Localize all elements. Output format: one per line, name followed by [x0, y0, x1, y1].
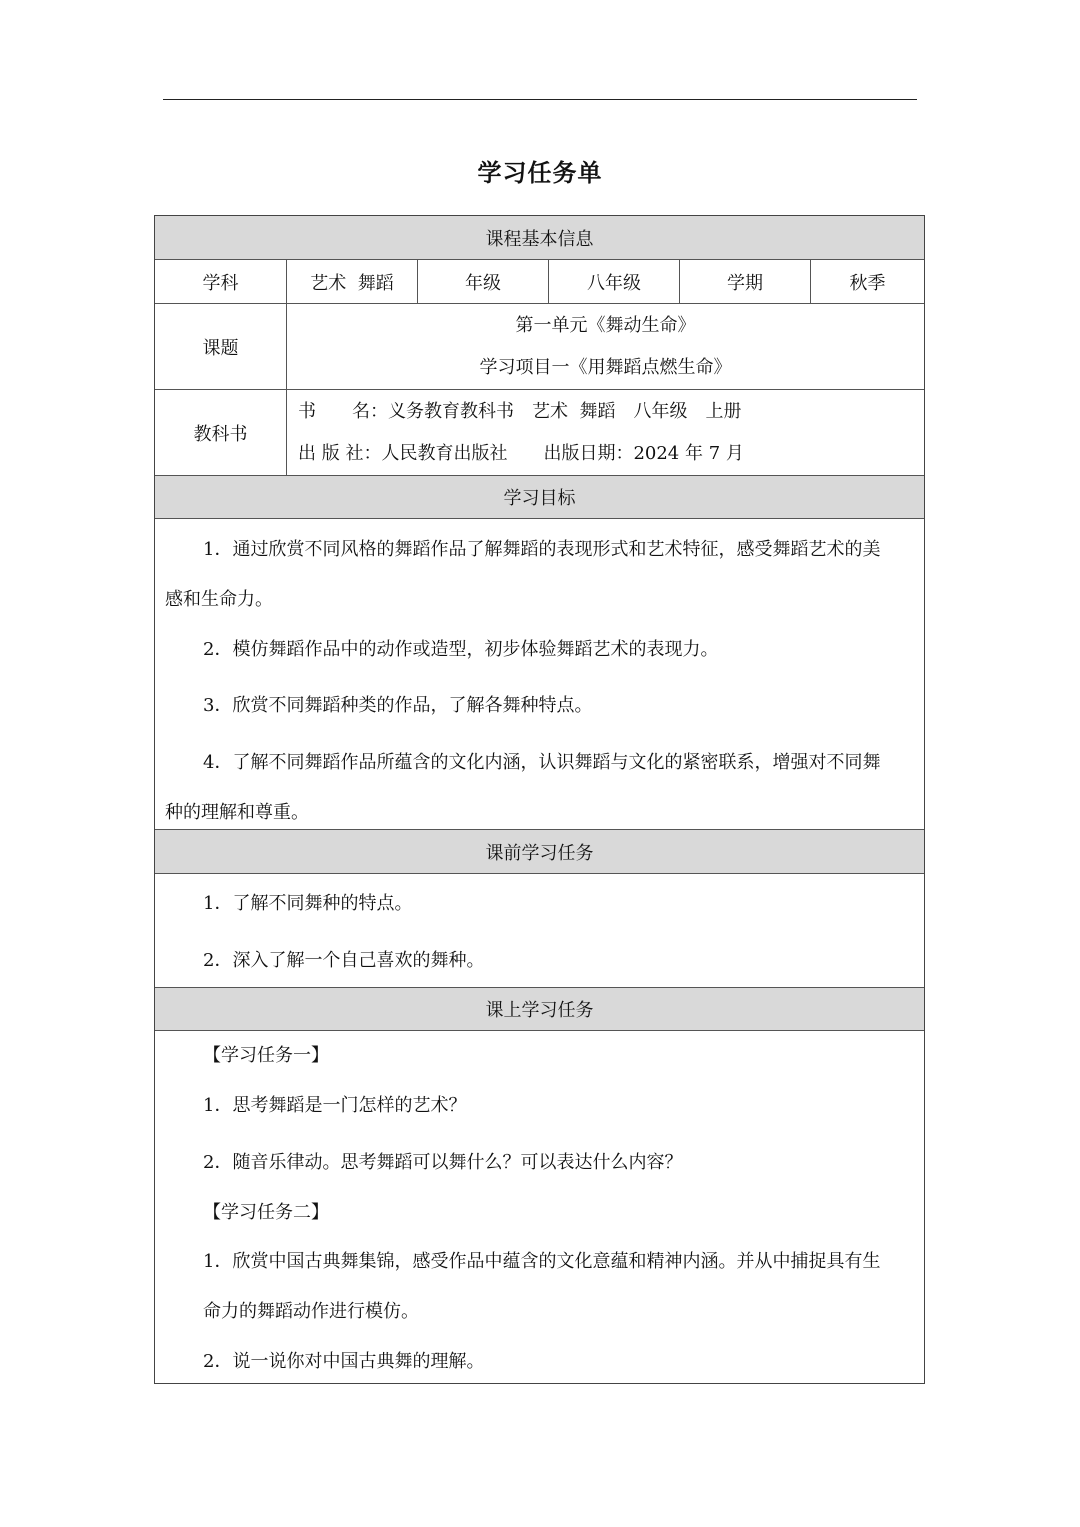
goal-1-line-1: 1．通过欣赏不同风格的舞蹈作品了解舞蹈的表现形式和艺术特征，感受舞蹈艺术的美: [203, 539, 881, 560]
task-2-item-1-line-1: 1．欣赏中国古典舞集锦，感受作品中蕴含的文化意蕴和精神内涵。并从中捕捉具有生: [203, 1251, 881, 1272]
goal-4-line-2: 种的理解和尊重。: [165, 802, 309, 823]
grade-label: 年级: [417, 260, 548, 303]
goal-3: 3．欣赏不同舞蹈种类的作品，了解各舞种特点。: [203, 695, 593, 716]
in-class-tasks-body: [155, 1030, 924, 1382]
section-header-basic-info: 课程基本信息: [155, 216, 924, 259]
section-header-pre-tasks: 课前学习任务: [155, 829, 924, 873]
textbook-label: 教科书: [193, 423, 248, 445]
textbook-row: [155, 389, 924, 475]
task-1-item-2: 2．随音乐律动。思考舞蹈可以舞什么？可以表达什么内容？: [203, 1152, 683, 1173]
topic-label: 课题: [202, 337, 239, 359]
task-2-item-1-line-2: 命力的舞蹈动作进行模仿。: [203, 1301, 419, 1322]
task-2-item-2: 2．说一说你对中国古典舞的理解。: [203, 1351, 485, 1372]
term-value: 秋季: [810, 260, 924, 303]
task-group-2-heading: 【学习任务二】: [203, 1202, 329, 1223]
info-row: [155, 259, 924, 303]
task-sheet-table: [154, 215, 925, 1384]
topic-value: [286, 304, 924, 389]
subject-value: 艺术 舞蹈: [286, 260, 417, 303]
task-group-1-heading: 【学习任务一】: [203, 1045, 329, 1066]
goals-body: [155, 518, 924, 829]
header-rule: [163, 99, 917, 100]
goal-1-line-2: 感和生命力。: [165, 589, 273, 610]
document-title: 学习任务单: [477, 159, 603, 187]
section-header-in-class-tasks: 课上学习任务: [155, 987, 924, 1030]
topic-row: [155, 303, 924, 389]
pre-tasks-body: [155, 873, 924, 987]
goal-2: 2．模仿舞蹈作品中的动作或造型，初步体验舞蹈艺术的表现力。: [203, 639, 719, 660]
pre-task-1: 1．了解不同舞种的特点。: [203, 893, 413, 914]
textbook-publisher-line: 出 版 社：人民教育出版社 出版日期：2024 年 7 月: [298, 442, 744, 464]
grade-value: 八年级: [548, 260, 679, 303]
task-1-item-1: 1．思考舞蹈是一门怎样的艺术？: [203, 1095, 467, 1116]
textbook-value: [286, 390, 924, 475]
goal-4-line-1: 4．了解不同舞蹈作品所蕴含的文化内涵，认识舞蹈与文化的紧密联系，增强对不同舞: [203, 752, 881, 773]
textbook-name-line: 书 名：义务教育教科书 艺术 舞蹈 八年级 上册: [298, 400, 742, 422]
pre-task-2: 2．深入了解一个自己喜欢的舞种。: [203, 950, 485, 971]
subject-label: 学科: [202, 272, 239, 294]
topic-project-line: 学习项目一《用舞蹈点燃生命》: [479, 356, 732, 378]
topic-unit-line: 第一单元《舞动生命》: [515, 314, 696, 336]
section-header-goals: 学习目标: [155, 475, 924, 518]
term-label: 学期: [679, 260, 810, 303]
